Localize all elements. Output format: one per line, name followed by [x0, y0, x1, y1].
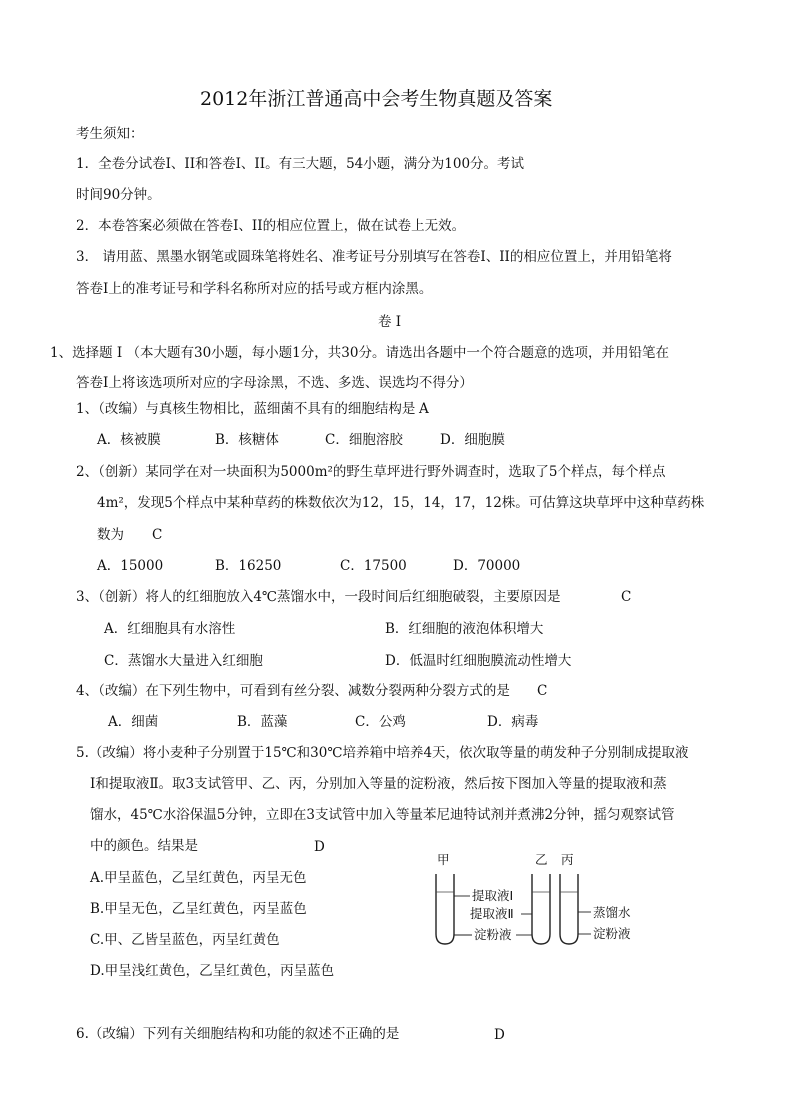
page-title: 2012年浙江普通高中会考生物真题及答案 — [200, 88, 553, 110]
question-3-option-a: A．红细胞具有水溶性 — [104, 621, 236, 637]
notice-item-1-cont: 时间90分钟。 — [76, 187, 161, 203]
question-4-option-b: B．蓝藻 — [237, 714, 288, 730]
notice-item-2: 2．本卷答案必须做在答卷I、II的相应位置上，做在试卷上无效。 — [76, 218, 466, 234]
tube-jia-label: 甲 — [437, 852, 450, 867]
question-4-option-d: D．病毒 — [487, 714, 539, 730]
section-1-header: 1、选择题 I （本大题有30小题，每小题1分，共30分。请选出各题中一个符合题意的选项，并用铅笔在 — [50, 345, 669, 361]
question-2-line-1: 2、（创新）某同学在对一块面积为5000m²的野生草坪进行野外调查时，选取了5个样点，每个样点 — [76, 464, 666, 480]
test-tube-yi — [532, 874, 550, 944]
question-4-answer: C — [537, 683, 548, 699]
question-2-line-3: 数为 — [97, 527, 124, 543]
question-1-stem: 1、（改编）与真核生物相比，蓝细菌不具有的细胞结构是 — [76, 401, 416, 417]
question-3-option-d: D．低温时红细胞膜流动性增大 — [385, 653, 572, 669]
question-6-answer: D — [494, 1027, 505, 1043]
question-5-option-b: B.甲呈无色，乙呈红黄色，丙呈蓝色 — [90, 901, 307, 917]
water-label: 蒸馏水 — [593, 905, 631, 920]
part-label: 卷 I — [378, 314, 402, 330]
question-5-answer: D — [314, 839, 325, 855]
question-5-line-3: 馏水，45℃水浴保温5分钟，立即在3支试管中加入等量苯尼迪特试剂并煮沸2分钟，摇匀观察试管 — [90, 807, 675, 823]
extract-2-label: 提取液Ⅱ — [470, 906, 514, 921]
question-2-answer: C — [152, 527, 163, 543]
question-5-option-c: C.甲、乙皆呈蓝色，丙呈红黄色 — [90, 932, 280, 948]
tube-yi-label: 乙 — [535, 852, 548, 867]
notice-item-3-cont: 答卷I上的准考证号和学科名称所对应的括号或方框内涂黑。 — [76, 281, 433, 297]
tube-bing-label: 丙 — [561, 852, 574, 867]
extract-1-label: 提取液Ⅰ — [472, 888, 514, 903]
question-1-option-d: D．细胞膜 — [440, 432, 505, 448]
question-4-option-c: C．公鸡 — [355, 714, 406, 730]
question-2-line-2: 4m²，发现5个样点中某种草药的株数依次为12，15，14，17，12株。可估算这块草坪中这种草药株 — [97, 495, 705, 511]
question-2-option-a: A．15000 — [97, 558, 164, 574]
question-4-option-a: A．细菌 — [108, 714, 159, 730]
question-5-option-d: D.甲呈浅红黄色，乙呈红黄色，丙呈蓝色 — [90, 963, 335, 979]
question-6-stem: 6.（改编）下列有关细胞结构和功能的叙述不正确的是 — [76, 1026, 400, 1042]
test-tube-bing — [560, 874, 578, 944]
notice-heading: 考生须知： — [76, 126, 144, 142]
question-1-option-c: C．细胞溶胶 — [325, 432, 403, 448]
notice-item-3: 3． 请用蓝、黑墨水钢笔或圆珠笔将姓名、准考证号分别填写在答卷I、II的相应位置上，并用铅笔将 — [76, 249, 672, 265]
question-1-option-b: B．核糖体 — [215, 432, 279, 448]
question-2-option-d: D．70000 — [453, 558, 521, 574]
starch-left-label: 淀粉液 — [474, 927, 512, 942]
test-tube-jia — [436, 874, 454, 944]
question-3-option-b: B．红细胞的液泡体积增大 — [385, 621, 544, 637]
question-3-option-c: C．蒸馏水大量进入红细胞 — [104, 653, 263, 669]
notice-item-1: 1．全卷分试卷I、II和答卷I、II。有三大题，54小题，满分为100分。考试 — [76, 156, 525, 172]
question-3-answer: C — [621, 589, 632, 605]
starch-right-label: 淀粉液 — [593, 926, 631, 941]
question-1-option-a: A．核被膜 — [97, 432, 161, 448]
question-2-option-b: B．16250 — [215, 558, 282, 574]
question-5-line-1: 5.（改编）将小麦种子分别置于15℃和30℃培养箱中培养4天，依次取等量的萌发种子分别制成提取液 — [76, 745, 689, 761]
question-5-line-2: Ⅰ和提取液Ⅱ。取3支试管甲、乙、丙，分别加入等量的淀粉液，然后按下图加入等量的提取液和蒸 — [90, 776, 667, 792]
test-tube-figure — [428, 852, 638, 952]
question-5-option-a: A.甲呈蓝色，乙呈红黄色，丙呈无色 — [90, 870, 307, 886]
question-2-option-c: C．17500 — [340, 558, 407, 574]
question-3-stem: 3、（创新）将人的红细胞放入4℃蒸馏水中，一段时间后红细胞破裂，主要原因是 — [76, 589, 561, 605]
section-1-header-cont: 答卷I上将该选项所对应的字母涂黑，不选、多选、误选均不得分） — [76, 375, 473, 391]
question-1-answer: A — [419, 401, 429, 417]
question-5-line-4: 中的颜色。结果是 — [90, 838, 198, 854]
question-4-stem: 4、（改编）在下列生物中，可看到有丝分裂、减数分裂两种分裂方式的是 — [76, 683, 510, 699]
